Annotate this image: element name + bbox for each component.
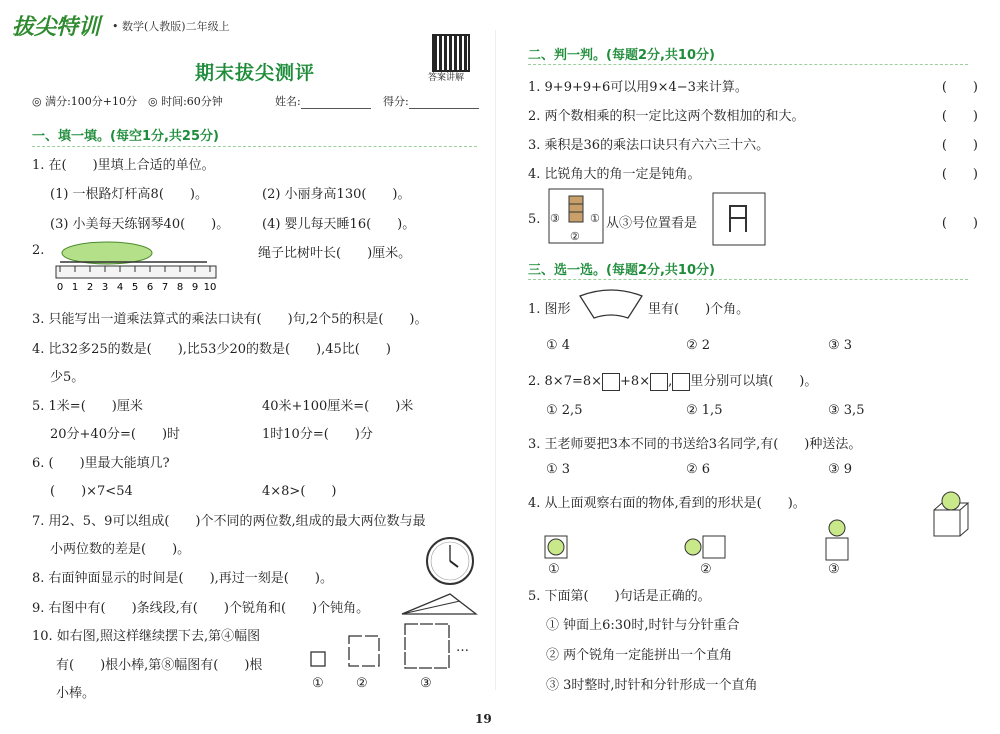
q1-6: 6. ( )里最大能填几? xyxy=(32,456,170,471)
q1-3: 3. 只能写出一道乘法算式的乘法口诀有( )句,2个5的积是( )。 xyxy=(32,312,428,327)
q1-7b: 小两位数的差是( )。 xyxy=(50,542,191,557)
blank-box-2[interactable] xyxy=(650,373,668,391)
option3-figure xyxy=(824,518,850,562)
choice-q5: 5. 下面第( )句话是正确的。 xyxy=(528,589,711,604)
brand-logo: 拔尖特训 xyxy=(12,15,101,40)
choice-q5-opt1[interactable]: ① 钟面上6:30时,时针与分针重合 xyxy=(546,618,740,633)
q1-10a: 10. 如右图,照这样继续摆下去,第④幅图 xyxy=(32,629,261,644)
chair-label-1: ① xyxy=(590,212,600,225)
choice-q2-a: 2. 8×7=8× xyxy=(528,374,603,389)
option1-figure xyxy=(544,534,568,560)
ruler-tick-label: 6 xyxy=(146,282,154,293)
ruler-tick-label: 3 xyxy=(101,282,109,293)
q1-7a: 7. 用2、5、9可以组成( )个不同的两位数,组成的最大两位数与最 xyxy=(32,514,426,529)
q1-6a: ( )×7<54 xyxy=(50,484,133,499)
section3-title: 三、选一选。(每题2分,共10分) xyxy=(528,263,715,278)
judge-item-5: 5. xyxy=(528,212,541,227)
clock-icon xyxy=(425,536,475,586)
fig-label-1: ① xyxy=(312,676,324,691)
q1-8: 8. 右面钟面显示的时间是( ),再过一刻是( )。 xyxy=(32,571,333,586)
q1-5b: 40米+100厘米=( )米 xyxy=(262,399,414,414)
q1-1b: (2) 小丽身高130( )。 xyxy=(262,187,411,202)
q1-10b: 有( )根小棒,第⑧幅图有( )根 xyxy=(56,658,263,673)
ruler-tick-label: 9 xyxy=(191,282,199,293)
chair-label-2: ② xyxy=(570,230,580,243)
q1-2: 2. xyxy=(32,243,45,258)
choice-q5-opt2[interactable]: ② 两个锐角一定能拼出一个直角 xyxy=(546,648,733,663)
judge-item-1: 1. 9+9+9+6可以用9×4−3来计算。 xyxy=(528,80,748,95)
ruler-tick-label: 8 xyxy=(176,282,184,293)
judge-paren-5[interactable]: ( ) xyxy=(941,216,978,231)
choice-q3-opt3[interactable]: ③ 9 xyxy=(828,462,853,477)
score-field xyxy=(383,93,479,109)
ruler-tick-label: 1 xyxy=(71,282,79,293)
judge-item-4: 4. 比锐角大的角一定是钝角。 xyxy=(528,167,701,182)
choice-q2-b: +8× xyxy=(620,374,651,389)
q1-5d: 1时10分=( )分 xyxy=(262,427,373,442)
choice-q3-opt2[interactable]: ② 6 xyxy=(686,462,711,477)
choice-q2-opt1[interactable]: ① 2,5 xyxy=(546,403,583,418)
ruler-tick-label: 7 xyxy=(161,282,169,293)
choice-q2-c: , xyxy=(668,374,673,389)
triangle-figure xyxy=(400,592,478,616)
ruler-tick-label: 4 xyxy=(116,282,124,293)
chair-label-3: ③ xyxy=(550,212,560,225)
blank-box-1[interactable] xyxy=(602,373,620,391)
q1-1d: (4) 婴儿每天睡16( )。 xyxy=(262,217,416,232)
q1-1c: (3) 小美每天练钢琴40( )。 xyxy=(50,217,230,232)
q1-2-text: 绳子比树叶长( )厘米。 xyxy=(258,246,412,261)
page-divider xyxy=(495,30,496,690)
choice-q1-opt2[interactable]: ② 2 xyxy=(686,338,711,353)
q1-4b: 少5。 xyxy=(50,370,85,385)
choice-q1-a: 1. 图形 xyxy=(528,302,571,317)
judge-paren-1[interactable]: ( ) xyxy=(941,80,978,95)
q1-9: 9. 右图中有( )条线段,有( )个锐角和( )个钝角。 xyxy=(32,601,370,616)
q1-5a: 5. 1米=( )厘米 xyxy=(32,399,143,414)
blank-box-3[interactable] xyxy=(672,373,690,391)
choice-q2-opt2[interactable]: ② 1,5 xyxy=(686,403,723,418)
q1-10c: 小棒。 xyxy=(56,686,96,701)
judge-item-5-text: 从③号位置看是 xyxy=(606,216,698,231)
choice-q1-b: 里有( )个角。 xyxy=(648,302,750,317)
qr-label: 答案讲解 xyxy=(428,73,465,83)
section1-rule xyxy=(32,146,477,147)
choice-q4-opt2[interactable]: ② xyxy=(700,562,712,577)
choice-q5-opt3[interactable]: ③ 3时整时,时针和分针形成一个直角 xyxy=(546,678,758,693)
fig-label-2: ② xyxy=(356,676,368,691)
q1-1: 1. 在( )里填上合适的单位。 xyxy=(32,158,215,173)
judge-item-2: 2. 两个数相乘的积一定比这两个数相加的和大。 xyxy=(528,109,805,124)
section2-title: 二、判一判。(每题2分,共10分) xyxy=(528,48,715,63)
stick-pattern-figure xyxy=(305,620,475,692)
q1-4a: 4. 比32多25的数是( ),比53少20的数是( ),45比( ) xyxy=(32,342,391,357)
qr-code-icon[interactable] xyxy=(432,34,470,72)
choice-q4: 4. 从上面观察右面的物体,看到的形状是( )。 xyxy=(528,496,806,511)
book-subtitle: • 数学(人教版)二年级上 xyxy=(112,20,230,33)
ruler-tick-label: 10 xyxy=(203,282,217,293)
score-label: 得分: xyxy=(383,95,409,108)
ruler xyxy=(56,266,216,278)
name-label: 姓名: xyxy=(275,95,301,108)
ruler-tick-label: 0 xyxy=(56,282,64,293)
leaf-ruler-figure xyxy=(52,238,222,294)
page-number: 19 xyxy=(475,712,492,726)
choice-q1-opt3[interactable]: ③ 3 xyxy=(828,338,853,353)
leaf-shape xyxy=(62,242,152,264)
choice-q3: 3. 王老师要把3本不同的书送给3名同学,有( )种送法。 xyxy=(528,437,862,452)
q1-5c: 20分+40分=( )时 xyxy=(50,427,181,442)
choice-q2-d: 里分别可以填( )。 xyxy=(690,374,818,389)
section1-title: 一、填一填。(每空1分,共25分) xyxy=(32,129,219,144)
fig-label-3: ③ xyxy=(420,676,432,691)
judge-item-3: 3. 乘积是36的乘法口诀只有六六三十六。 xyxy=(528,138,770,153)
q1-10-ellipsis: … xyxy=(456,640,469,655)
option2-figure xyxy=(684,534,728,560)
q1-6b: 4×8>( ) xyxy=(262,484,337,499)
choice-q1-opt1[interactable]: ① 4 xyxy=(546,338,571,353)
score-info: ◎ 满分:100分+10分 ◎ 时间:60分钟 xyxy=(32,95,223,108)
side-view-figure xyxy=(712,192,766,246)
choice-q4-opt1[interactable]: ① xyxy=(548,562,560,577)
choice-q3-opt1[interactable]: ① 3 xyxy=(546,462,571,477)
cube-ball-figure xyxy=(930,490,970,540)
choice-q2 xyxy=(528,370,817,391)
name-field xyxy=(275,93,371,109)
section3-rule xyxy=(528,279,968,280)
fan-shape-figure xyxy=(578,286,644,320)
judge-paren-3[interactable]: ( ) xyxy=(941,138,978,153)
judge-paren-4[interactable]: ( ) xyxy=(941,167,978,182)
ruler-tick-label: 5 xyxy=(131,282,139,293)
judge-paren-2[interactable]: ( ) xyxy=(941,109,978,124)
section2-rule xyxy=(528,64,968,65)
ruler-tick-label: 2 xyxy=(86,282,94,293)
choice-q2-opt3[interactable]: ③ 3,5 xyxy=(828,403,865,418)
page-title: 期末拔尖测评 xyxy=(195,62,316,84)
choice-q4-opt3[interactable]: ③ xyxy=(828,562,840,577)
q1-1a: (1) 一根路灯杆高8( )。 xyxy=(50,187,208,202)
